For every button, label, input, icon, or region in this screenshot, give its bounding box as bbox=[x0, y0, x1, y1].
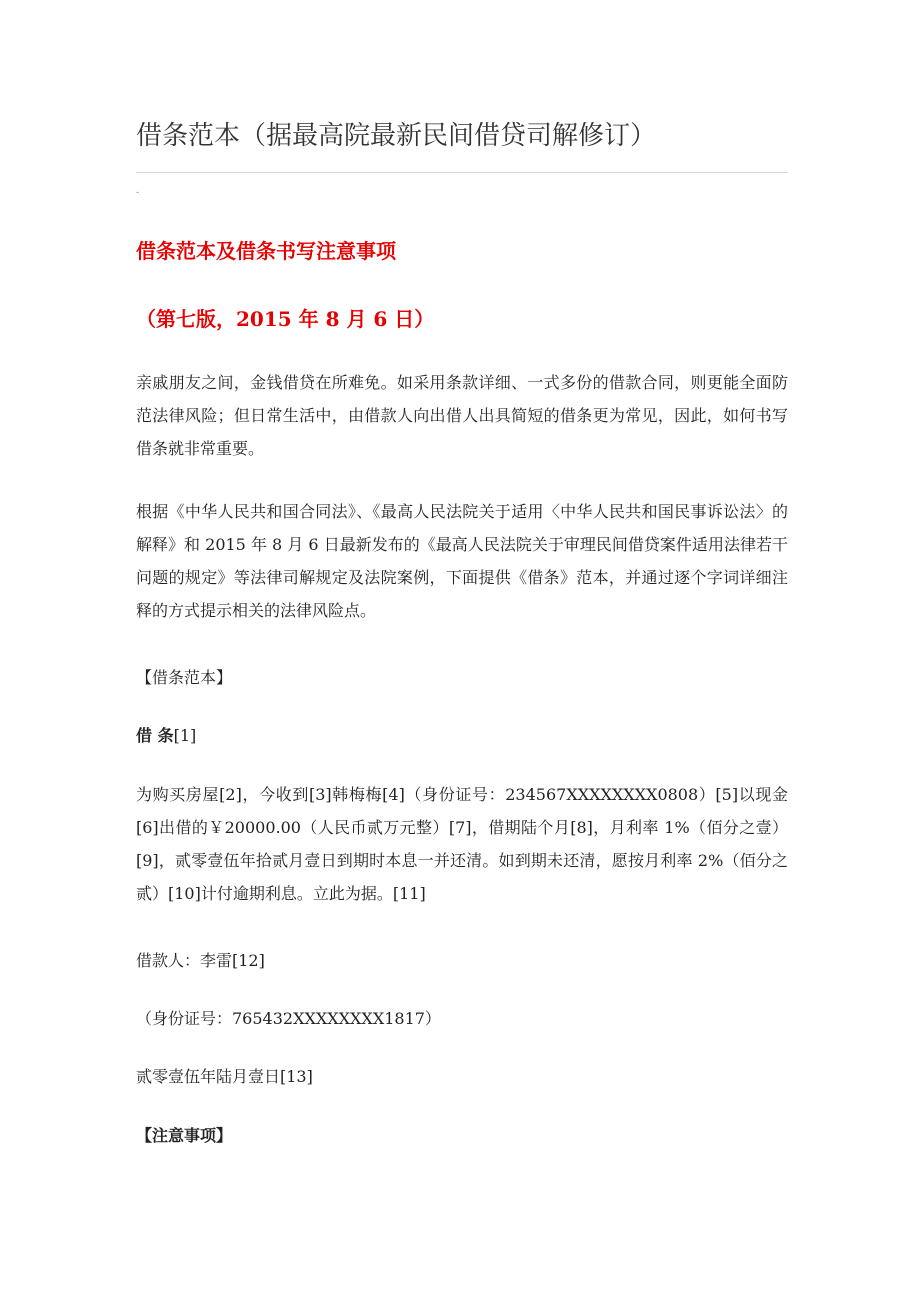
divider-mark: - bbox=[136, 188, 140, 198]
legal-basis-paragraph: 根据《中华人民共和国合同法》、《最高人民法院关于适用〈中华人民共和国民事诉讼法〉的解释》和 2015 年 8 月 6 日最新发布的《最高人民法院关于审理民间借贷案件适用法律若干问题的规定》等法律司解规定及法院案例，下面提供《借条》范本，并通过逐个字词详细注释的方式提示相关的法律风险点。 bbox=[136, 502, 788, 620]
borrower-id-line: （身份证号：765432XXXXXXXX1817） bbox=[136, 1009, 441, 1028]
edition-heading: （第七版，2015 年 8 月 6 日） bbox=[136, 307, 435, 331]
date-line: 贰零壹伍年陆月壹日[13] bbox=[136, 1067, 313, 1086]
template-label: 【借条范本】 bbox=[136, 668, 233, 687]
borrower-line: 借款人：李雷[12] bbox=[136, 951, 265, 970]
notes-label: 【注意事项】 bbox=[136, 1126, 233, 1145]
loan-note-title-footnote: [1] bbox=[173, 726, 197, 745]
section-heading: 借条范本及借条书写注意事项 bbox=[136, 239, 396, 263]
loan-note-title bbox=[136, 719, 196, 752]
title-divider bbox=[136, 172, 788, 173]
loan-note-body: 为购买房屋[2]，今收到[3]韩梅梅[4]（身份证号：234567XXXXXXXX0808）[5]以现金[6]出借的￥20000.00（人民币贰万元整）[7]，借期陆个月[8]，月利率 1%（佰分之壹）[9]，贰零壹伍年拾贰月壹日到期时本息一并还清。如到期未还清，愿按月利率 2%（佰分之贰）[10]计付逾期利息。立此为据。[11] bbox=[136, 785, 788, 903]
loan-note-title-text: 借 条 bbox=[136, 726, 174, 745]
intro-paragraph: 亲戚朋友之间，金钱借贷在所难免。如采用条款详细、一式多份的借款合同，则更能全面防范法律风险；但日常生活中，由借款人向出借人出具简短的借条更为常见，因此，如何书写借条就非常重要。 bbox=[136, 373, 788, 458]
document-title: 借条范本（据最高院最新民间借贷司解修订） bbox=[136, 121, 657, 151]
